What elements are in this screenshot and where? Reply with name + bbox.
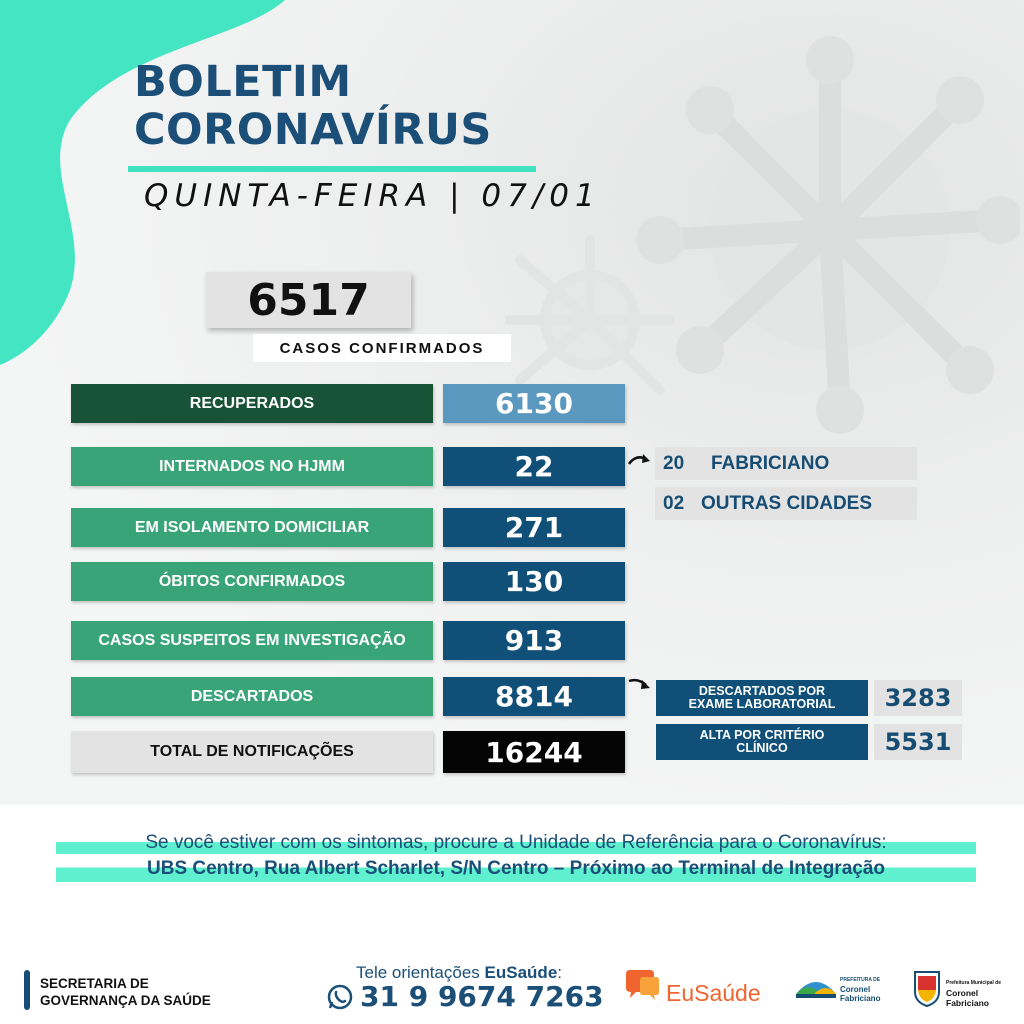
page-title	[134, 58, 492, 154]
pref2-line1: Prefeitura Municipal de	[946, 980, 1002, 986]
hospitalized-other-count: 02	[663, 492, 685, 514]
eusaude-logo-icon	[622, 968, 662, 1004]
stat-value-home-isolation: 271	[443, 508, 625, 547]
clinical-discharge-value: 5531	[874, 724, 962, 760]
stat-value-suspected: 913	[443, 621, 625, 660]
discarded-lab-label-line1: DESCARTADOS POR	[698, 684, 826, 698]
discarded-lab-label-line2: EXAME LABORATORIAL	[688, 697, 836, 711]
title-line-1: BOLETIM	[134, 57, 352, 107]
municipal-crest-icon	[912, 968, 942, 1008]
pref2-line3: Fabriciano	[946, 998, 989, 1008]
clinical-discharge-label-line2: CLÍNICO	[736, 741, 788, 755]
curved-arrow-icon	[626, 452, 652, 468]
tele-suffix: :	[557, 963, 563, 982]
info-symptoms-line: Se você estiver com os sintomas, procure a Unidade de Referência para o Coronavírus:	[56, 832, 976, 854]
title-underline	[128, 166, 536, 172]
secretaria-label	[40, 975, 211, 1009]
eusaude-logo-text: EuSaúde	[666, 980, 761, 1006]
hospitalized-other-name: OUTRAS CIDADES	[701, 492, 873, 514]
hospitalized-other-cities	[655, 487, 917, 520]
virus-illustration-small	[500, 230, 680, 410]
clinical-discharge-label-line1: ALTA POR CRITÉRIO	[699, 728, 825, 742]
stat-value-hospitalized: 22	[443, 447, 625, 486]
discarded-lab-label	[656, 680, 868, 716]
pref1-line2: Coronel	[840, 985, 871, 994]
hospitalized-fabriciano-count: 20	[663, 452, 685, 474]
info-address-line: UBS Centro, Rua Albert Scharlet, S/N Centro – Próximo ao Terminal de Integração	[56, 858, 976, 882]
clinical-discharge-label	[656, 724, 868, 760]
pref1-line3: Fabriciano	[840, 994, 881, 1003]
tele-brand: EuSaúde	[484, 963, 558, 982]
curved-arrow-icon	[626, 676, 652, 692]
discarded-lab-value: 3283	[874, 680, 962, 716]
secretaria-line2: GOVERNANÇA DA SAÚDE	[40, 993, 211, 1008]
stat-label-recovered: RECUPERADOS	[71, 384, 433, 423]
pref2-line2: Coronel	[946, 988, 979, 998]
stat-label-deaths: ÓBITOS CONFIRMADOS	[71, 562, 433, 601]
stat-value-recovered: 6130	[443, 384, 625, 423]
stat-value-discarded: 8814	[443, 677, 625, 716]
confirmed-cases-value: 6517	[206, 272, 411, 328]
stat-label-home-isolation: EM ISOLAMENTO DOMICILIAR	[71, 508, 433, 547]
stat-label-hospitalized: INTERNADOS NO HJMM	[71, 447, 433, 486]
secretaria-line1: SECRETARIA DE	[40, 976, 149, 991]
hospitalized-fabriciano-name: FABRICIANO	[711, 452, 830, 474]
stat-label-discarded: DESCARTADOS	[71, 677, 433, 716]
whatsapp-icon	[326, 983, 354, 1011]
phone-number[interactable]: 31 9 9674 7263	[360, 980, 604, 1013]
secretaria-accent-bar	[24, 970, 30, 1010]
confirmed-cases-label: CASOS CONFIRMADOS	[253, 334, 511, 362]
date-line: QUINTA-FEIRA | 07/01	[144, 178, 601, 214]
stat-label-total-notifications: TOTAL DE NOTIFICAÇÕES	[71, 731, 433, 773]
hospitalized-fabriciano	[655, 447, 917, 480]
pref1-line1: PREFEITURA DE	[840, 977, 881, 983]
municipal-logo-text	[946, 978, 1001, 1008]
stat-value-deaths: 130	[443, 562, 625, 601]
tele-prefix: Tele orientações	[356, 963, 485, 982]
stat-label-suspected: CASOS SUSPEITOS EM INVESTIGAÇÃO	[71, 621, 433, 660]
prefeitura-logo-text	[840, 976, 880, 1003]
prefeitura-logo-icon	[792, 966, 840, 1008]
title-line-2: CORONAVÍRUS	[134, 105, 492, 155]
stat-value-total-notifications: 16244	[443, 731, 625, 773]
